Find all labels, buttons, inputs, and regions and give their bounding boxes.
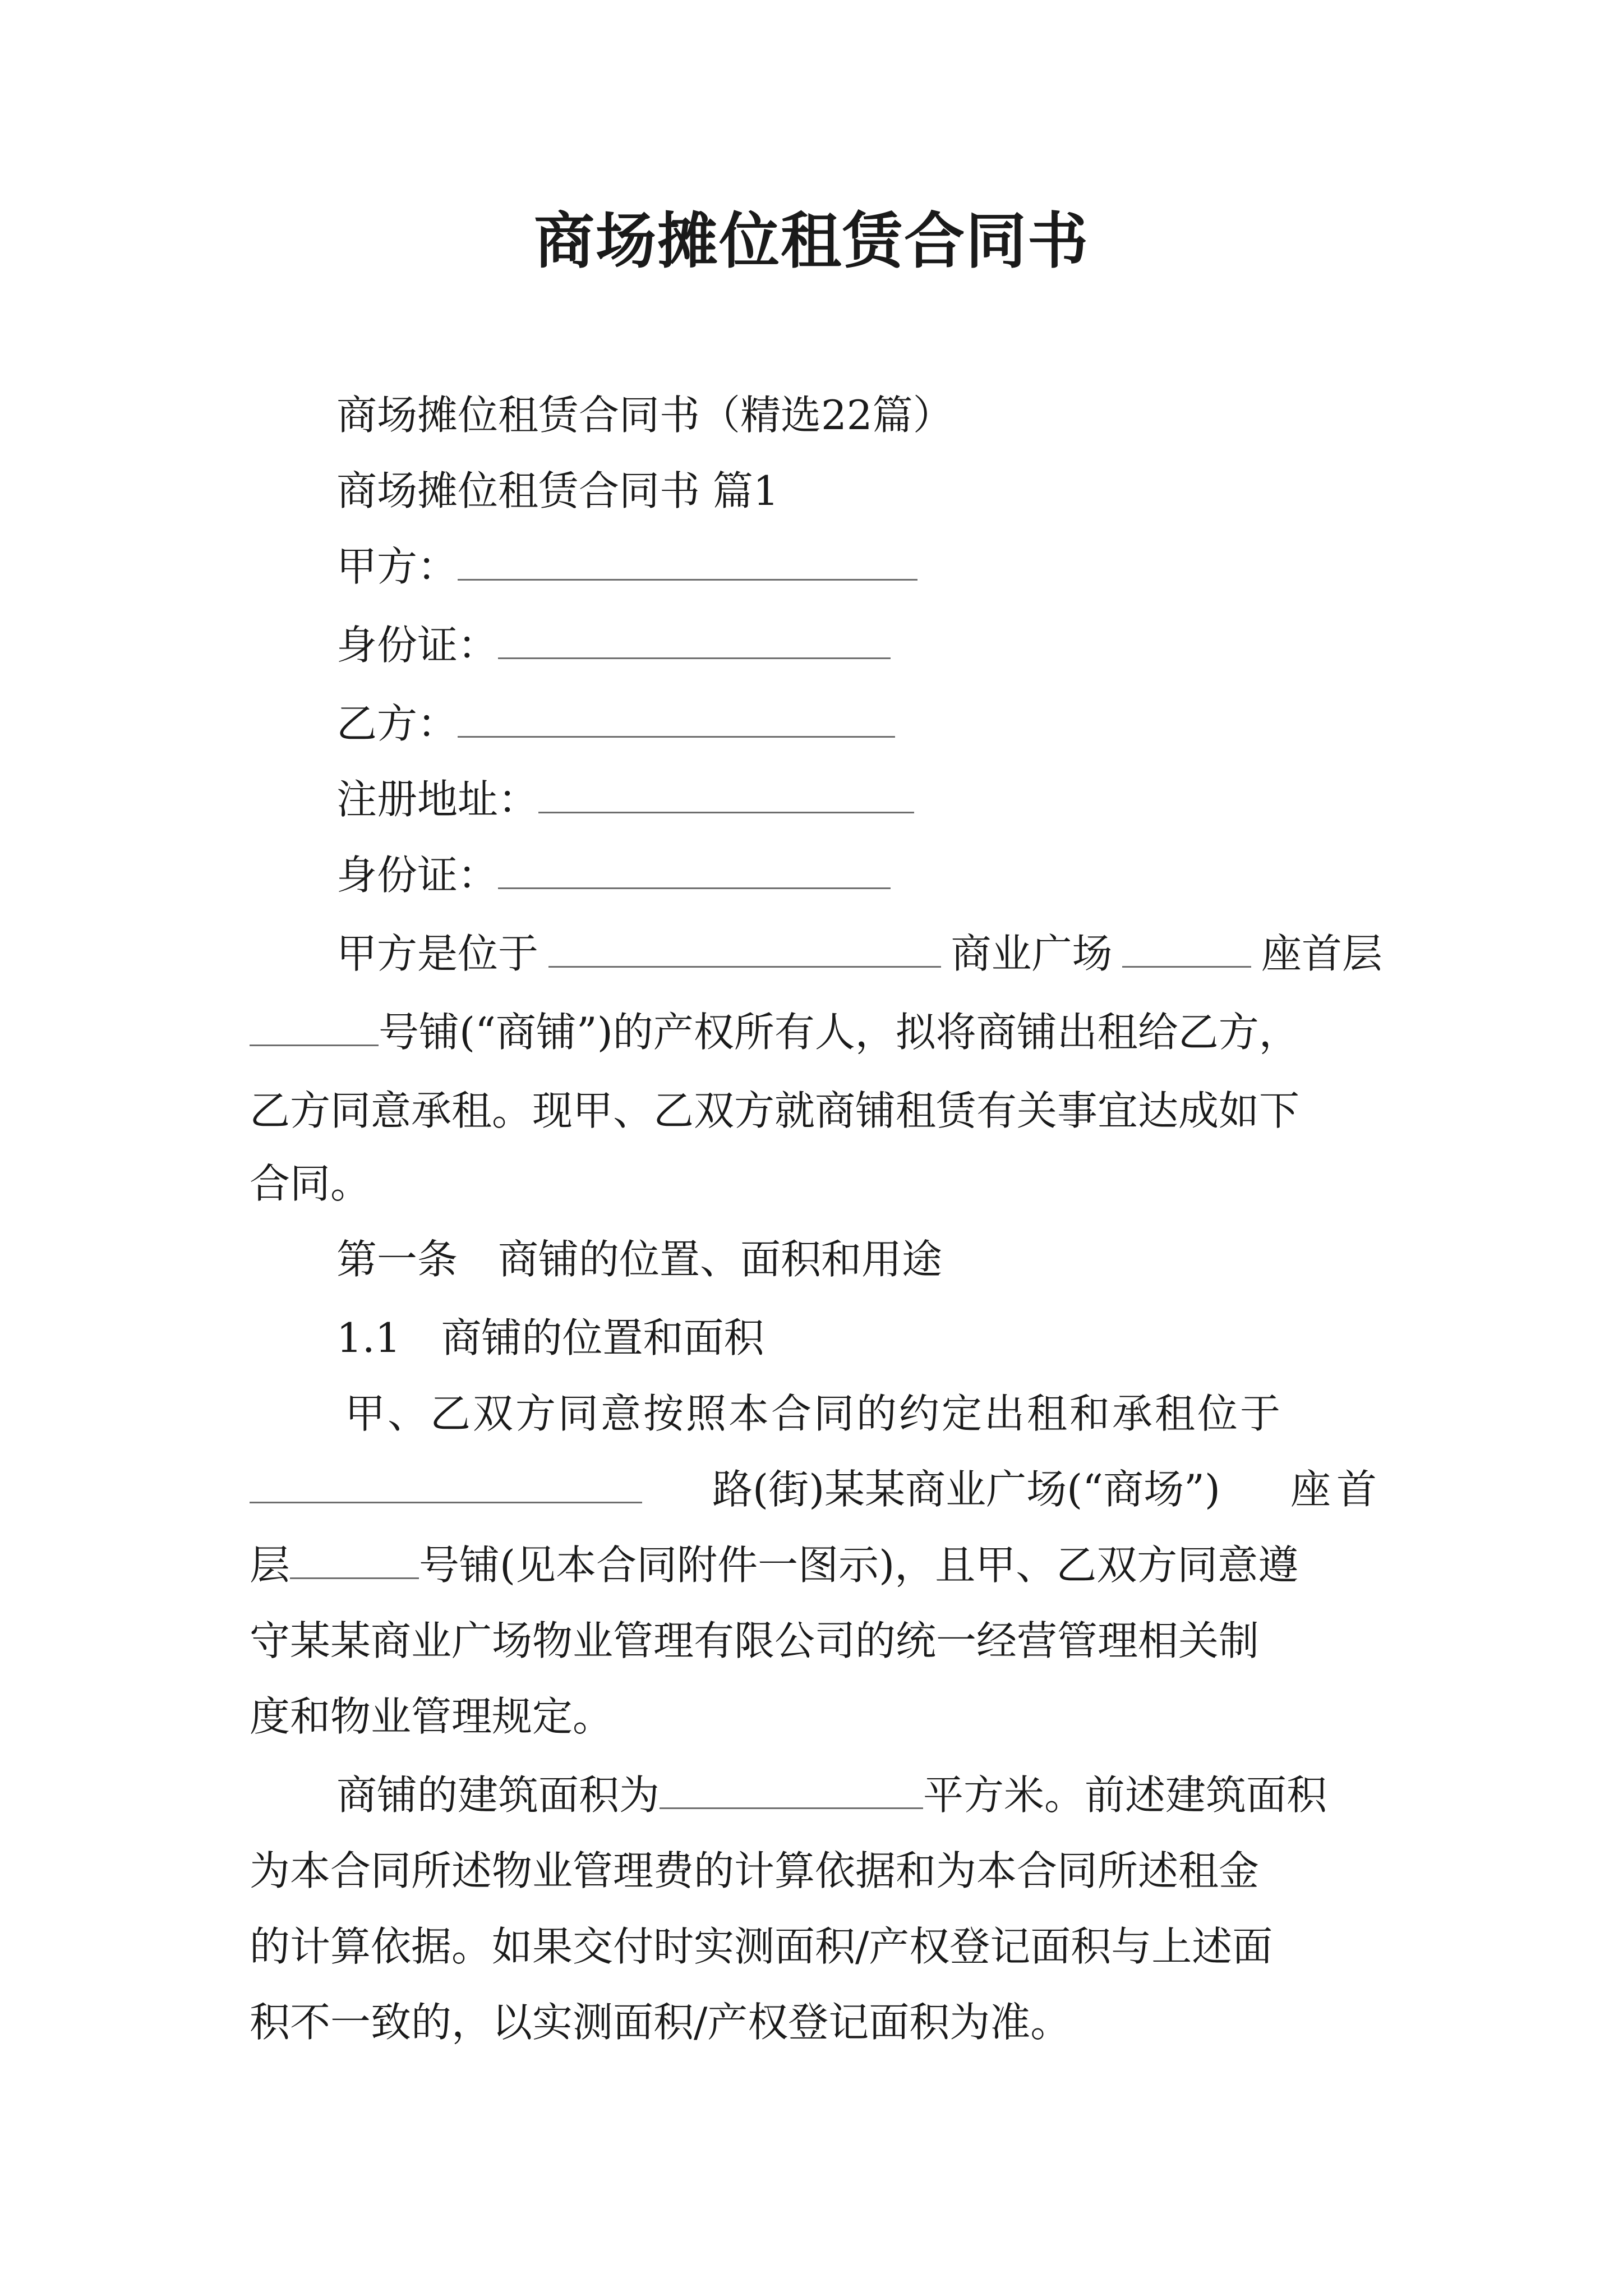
location-blank xyxy=(548,927,941,968)
road-blank xyxy=(250,1462,642,1503)
paragraph-line: 度和物业管理规定。 xyxy=(250,1693,614,1740)
party-b-label: 乙方： xyxy=(336,700,458,747)
id-b-label: 身份证： xyxy=(336,852,499,899)
paragraph-line xyxy=(250,1004,1299,1060)
text-segment: 路(街)某某商业广场(“商场”) xyxy=(712,1466,1220,1513)
party-b-line xyxy=(336,696,895,752)
text-segment: 商铺的建筑面积为 xyxy=(336,1772,660,1819)
text-segment: 商业广场 xyxy=(951,930,1113,977)
id-a-label: 身份证： xyxy=(336,622,499,669)
id-a-blank xyxy=(498,618,891,659)
shop-number-blank-2 xyxy=(290,1538,419,1579)
paragraph-line: 守某某商业广场物业管理有限公司的统一经营管理相关制 xyxy=(250,1617,1260,1664)
building-blank xyxy=(1122,927,1251,968)
shop-number-blank xyxy=(250,1005,379,1046)
article-heading: 第一条 商铺的位置、面积和用途 xyxy=(336,1236,943,1283)
text-segment: 甲、乙双方同意按照本合同的约定出租和承租位于 xyxy=(345,1390,1283,1437)
id-a-line xyxy=(336,617,891,673)
paragraph-line xyxy=(250,1461,1382,1517)
text-segment: 甲方是位于 xyxy=(336,930,539,977)
text-segment: 座首层 xyxy=(1261,930,1382,977)
text-segment: 座首 xyxy=(1290,1466,1382,1513)
text-segment: 平方米。前述建筑面积 xyxy=(923,1772,1327,1819)
paragraph-line xyxy=(336,926,1382,982)
paragraph-line: 积不一致的，以实测面积/产权登记面积为准。 xyxy=(250,1999,1071,2046)
document-title: 商场摊位租赁合同书 xyxy=(533,206,1089,277)
address-label: 注册地址： xyxy=(336,776,539,823)
address-line xyxy=(336,771,914,827)
party-a-label: 甲方： xyxy=(336,543,458,590)
text-segment: 层 xyxy=(250,1542,291,1589)
address-blank xyxy=(538,772,914,813)
paragraph-line xyxy=(250,1537,1298,1593)
paragraph-line xyxy=(336,1767,1327,1823)
paragraph-line: 合同。 xyxy=(250,1160,371,1207)
id-b-line xyxy=(336,847,891,903)
clause-heading: 1.1 商铺的位置和面积 xyxy=(336,1314,764,1361)
party-a-blank xyxy=(458,540,917,581)
paragraph-line: 乙方同意承租。现甲、乙双方就商铺租赁有关事宜达成如下 xyxy=(250,1087,1300,1134)
id-b-blank xyxy=(498,848,891,889)
paragraph-line xyxy=(345,1386,1382,1442)
area-blank xyxy=(660,1768,923,1809)
party-b-blank xyxy=(458,697,895,738)
text-segment: 号铺(“商铺”)的产权所有人，拟将商铺出租给乙方， xyxy=(379,1009,1299,1056)
paragraph-line: 为本合同所述物业管理费的计算依据和为本合同所述租金 xyxy=(250,1847,1260,1894)
text-segment: 号铺(见本合同附件一图示)，且甲、乙双方同意遵 xyxy=(419,1542,1299,1589)
paragraph-line: 的计算依据。如果交付时实测面积/产权登记面积与上述面 xyxy=(250,1923,1273,1970)
subtitle-line: 商场摊位租赁合同书（精选22篇） xyxy=(336,392,953,439)
section-heading: 商场摊位租赁合同书 篇1 xyxy=(336,467,779,514)
party-a-line xyxy=(336,539,917,595)
